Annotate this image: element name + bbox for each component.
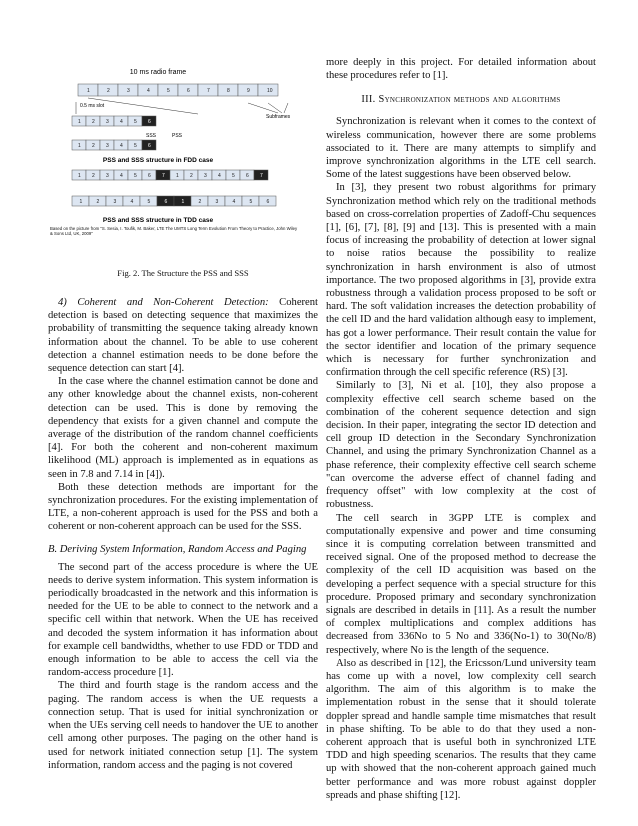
frame-cell-label: 4 — [232, 199, 236, 205]
frame-cell-label: 3 — [215, 199, 219, 205]
paragraph: The cell search in 3GPP LTE is complex and computationally expensive and power and time consuming since it is computing correlation between transmitted and received signal. One of the proposed method to decrease the complexity of the cell ID acquisition was based on the developing a perfect sequence with a special structure for this procedure. Proposed primary and secondary synchronization signals are described in details in [11]. As a result the number of complex multiplications and complex additions has decreased from 336No to 5 No and 336(No-1) to 30(No/8) respectively, where No is the length of the sequence. — [326, 512, 596, 656]
frame-cell-label: 6 — [148, 143, 151, 149]
paragraph: Synchronization is relevant when it comes to the context of wireless communication, however there are some problems associated to it. There are many attempts to simplify and improve synchronization algorithms in the LTE cell search. Some of the latest suggestions have been observed below. — [326, 116, 596, 181]
left-column — [48, 0, 318, 772]
frame-cell-label: 5 — [232, 173, 235, 179]
frame-cell-label: 2 — [190, 173, 193, 179]
frame-cell-label: 6 — [148, 173, 151, 179]
figure-caption: Fig. 2. The Structure the PSS and SSS — [117, 268, 249, 278]
frame-cell-label: 5 — [147, 199, 151, 205]
frame-cell-label: 3 — [113, 199, 117, 205]
frame-cell-label: 1 — [78, 173, 81, 179]
slot-row-2 — [72, 140, 156, 150]
frame-cell-label: 5 — [167, 88, 170, 94]
frame-cell-label: 8 — [227, 88, 230, 94]
paragraph: In the case where the channel estimation cannot be done and any other knowledge about the channel exists, non-coherent detection can be used. This is done by removing the dependency that exists for a given channel and compute the average of the distribution of the random channel coefficients [4]. For both the coherent and non-coherent maximum likelihood (ML) approach is implemented as in equations as seen in 7.8 and 7.14 in [4]). — [48, 376, 318, 480]
frame-cell-label: 1 — [78, 119, 81, 125]
frame-cell-label: 5 — [134, 143, 137, 149]
radio-frame-bar — [78, 84, 278, 96]
frame-cell-label: 2 — [107, 88, 110, 94]
section-heading-b: B. Deriving System Information, Random Access and Paging — [48, 543, 307, 555]
frame-cell-label: 2 — [96, 199, 100, 205]
frame-cell-label: 5 — [134, 173, 137, 179]
frame-cell-label: 1 — [87, 88, 90, 94]
paragraph: Also as described in [12], the Ericsson/Lund university team has come up with a novel, low complexity cell search algorithm. The aim of this algorithm is to make the implementation robust in the sense that it should tolerate doppler spread and handle sample time mismatches that result in phase shifting. To be able to do that they used a non-coherent approach that is useful both in synchronized LTE TDD and high speeding scenarios. The results that they came up with showed that the non-coherent approach gained much better performance and was more robust against doppler spreads and phase shifting [12]. — [326, 657, 596, 801]
section-heading-3 — [326, 94, 596, 105]
frame-cell-label: 4 — [147, 88, 150, 94]
paragraph: In [3], they present two robust algorithms for primary Synchronization method which rely on the traditional methods based on cross-correlation properties of Zadoff-Chu sequences [1], [6], [7], [8], [9] and [13]. This is presented with a main focus of increasing the probability of detection at lower signal to noise ratios because the possibility to realize synchronization in harsh environment is also of utmost importance. The two proposed algorithms in [3], provide extra robustness through a validation process proposed to be soft or hard. The soft validation increases the detection probability of the cell ID and the hard validation although easy to implement, has got a lower performance. Their result contain the value for the sector identifier and location of the primary sequence which is necessary for further synchronization and confirmation through the cell specific reference (RS) [3]. — [326, 182, 596, 379]
frame-cell-label: 7 — [260, 173, 263, 179]
frame-cell-label: 6 — [246, 173, 249, 179]
paragraph: Similarly to [3], Ni et al. [10], they also propose a complexity effective cell search scheme based on the combination of the coherent sequence detection and sign decision. In their paper, integrating the sector ID detection and cell group ID detection in the Secondary Synchronization Channel, and using the primary Synchronization Channel as a phase reference, their complexity effective cell search scheme "can overcome the adverse effect of channel fading and frequency offset" with low complexity at the cost of robustness. — [326, 380, 596, 511]
frame-cell-label: 4 — [120, 173, 123, 179]
frame-cell-label: 3 — [106, 143, 109, 149]
tdd-row — [72, 196, 276, 206]
frame-cell-label: 3 — [204, 173, 207, 179]
frame-cell-label: 6 — [148, 119, 151, 125]
paragraph: Both these detection methods are important for the synchronization procedures. For the existing implementation of LTE, a non-coherent approach is used for the PSS and both a coherent or non-coherent approach can be used for the SSS. — [48, 481, 318, 533]
frame-cell-label: 2 — [92, 143, 95, 149]
section-title: Synchronization methods and algorithms — [378, 94, 561, 106]
tdd-title: PSS and SSS structure in TDD case — [102, 217, 214, 224]
subsection-heading-4: 4) Coherent and Non-Coherent Detection: — [58, 297, 269, 308]
fdd-title: PSS and SSS structure in FDD case — [102, 157, 214, 164]
right-column — [326, 56, 596, 802]
frame-cell-label: 6 — [266, 199, 270, 205]
frame-cell-label: 4 — [218, 173, 221, 179]
subframes-label: Subframes — [266, 114, 291, 120]
frame-cell-label: 7 — [207, 88, 210, 94]
frame-cell-label: 3 — [106, 119, 109, 125]
frame-cell-label: 2 — [198, 199, 202, 205]
frame-cell-label: 6 — [164, 199, 168, 205]
frame-cell-label: 1 — [79, 199, 83, 205]
sss-label: SSS — [146, 133, 157, 139]
frame-cell-label: 1 — [181, 199, 185, 205]
figure-diagram — [48, 58, 318, 308]
frame-cell-label: 10 — [267, 88, 273, 94]
slot-row-1 — [72, 116, 156, 126]
frame-cell-label: 7 — [162, 173, 165, 179]
frame-cell-label: 4 — [120, 119, 123, 125]
figure-pss-sss — [48, 0, 318, 278]
slot-label: 0.5 ms slot — [80, 103, 105, 109]
paragraph: The second part of the access procedure is where the UE needs to derive system information. This system information is periodically broadcasted in the network and this information is needed for the UE to be able to connect to the network and a specific cell within that network. When the UE has received and decoded the system information it has information about for example cell bandwidths, whether to use FDD or TDD and enough information to be able to access the cell via the random-access procedure [1]. — [48, 561, 318, 679]
section-number: III. — [361, 94, 379, 106]
frame-cell-label: 5 — [249, 199, 253, 205]
frame-cell-label: 9 — [247, 88, 250, 94]
frame-cell-label: 3 — [127, 88, 130, 94]
frame-cell-label: 2 — [92, 173, 95, 179]
paragraph: more deeply in this project. For detailed information about these procedures refer to [1]. — [326, 57, 596, 82]
frame-cell-label: 2 — [92, 119, 95, 125]
fdd-row — [72, 170, 268, 180]
frame-cell-label: 1 — [176, 173, 179, 179]
frame-cell-label: 3 — [106, 173, 109, 179]
radio-frame-label: 10 ms radio frame — [129, 69, 187, 76]
frame-cell-label: 6 — [187, 88, 190, 94]
frame-cell-label: 4 — [130, 199, 134, 205]
figure-source-note: Based on the picture from "S. Sesia, I. Toufik, M. Baker, LTE The UMTS Long Term Evolution From Theory to Practice, John Wiley & Sons Ltd, UK, 2009" — [50, 226, 298, 236]
paragraph-body: Coherent detection is based on detecting sequence that maximizes the probability of transmitting the sequence taking already known information about the channel. To be able to use coherent detection a channel estimation needs to be done before the sequence detection can start [4]. — [48, 297, 318, 375]
paragraph: The third and fourth stage is the random access and the paging. The random access is when the UE requests a connection setup. That is used for initial synchronization or when the UEs serving cell needs to handover the UE to another cell among other purposes. The paging on the other hand is used for network initiated connection setup [1]. The system information, random access and the paging is not covered — [48, 680, 318, 771]
frame-cell-label: 5 — [134, 119, 137, 125]
frame-cell-label: 4 — [120, 143, 123, 149]
pss-label: PSS — [172, 133, 183, 139]
frame-cell-label: 1 — [78, 143, 81, 149]
